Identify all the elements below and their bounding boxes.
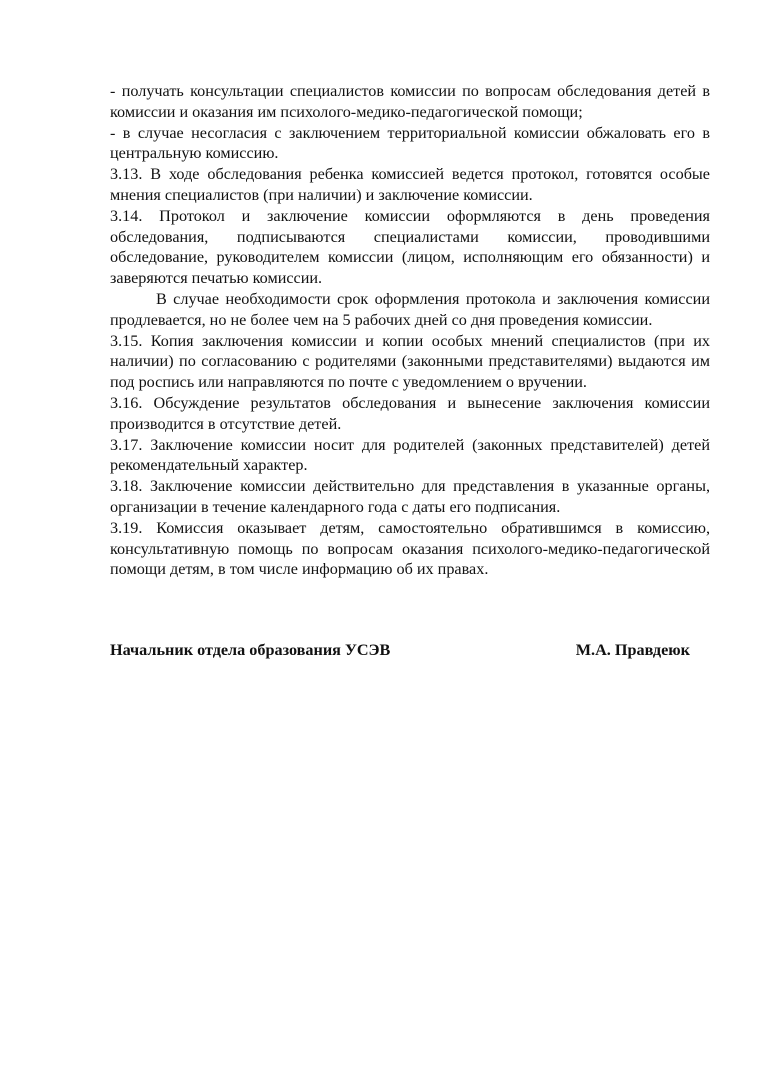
paragraph-3-18: 3.18. Заключение комиссии действительно для представления в указанные органы, организации в течение календарного года с даты его подписания.	[110, 477, 710, 516]
paragraph-3-17: 3.17. Заключение комиссии носит для родителей (законных представителей) детей рекомендательный характер.	[110, 435, 710, 475]
paragraph-3-14: 3.14. Протокол и заключение комиссии оформляются в день проведения обследования, подписываются специалистами комиссии, проводившими обследование, руководителем комиссии (лицом, исполняющим его обязанности) и заверяются печатью комиссии.	[110, 206, 710, 288]
paragraph-extension: В случае необходимости срок оформления протокола и заключения комиссии продлевается, но не более чем на 5 рабочих дней со дня проведения комиссии.	[110, 289, 710, 329]
signatory-position: Начальник отдела образования УСЭВ	[110, 641, 391, 659]
paragraph-appeal: - в случае несогласия с заключением территориальной комиссии обжаловать его в центральную комиссию.	[110, 123, 710, 163]
document-body	[110, 81, 710, 580]
paragraph-3-19: 3.19. Комиссия оказывает детям, самостоятельно обратившимся в комиссию, консультативную помощь по вопросам оказания психолого-медико-педагогической помощи детям, в том числе информацию об их правах.	[110, 518, 710, 579]
signature-block	[110, 640, 690, 661]
paragraph-3-16: 3.16. Обсуждение результатов обследования и вынесение заключения комиссии производится в отсутствие детей.	[110, 393, 710, 433]
paragraph-consultations: - получать консультации специалистов комиссии по вопросам обследования детей в комиссии и оказания им психолого-медико-педагогической помощи;	[110, 82, 710, 121]
signatory-name: М.А. Правдеюк	[575, 641, 690, 659]
paragraph-3-15: 3.15. Копия заключения комиссии и копии особых мнений специалистов (при их наличии) по согласованию с родителями (законными представителями) выдаются им под роспись или направляются по почте с уведомлением о вручении.	[110, 331, 710, 392]
paragraph-3-13: 3.13. В ходе обследования ребенка комиссией ведется протокол, готовятся особые мнения специалистов (при наличии) и заключение комиссии.	[110, 165, 710, 204]
